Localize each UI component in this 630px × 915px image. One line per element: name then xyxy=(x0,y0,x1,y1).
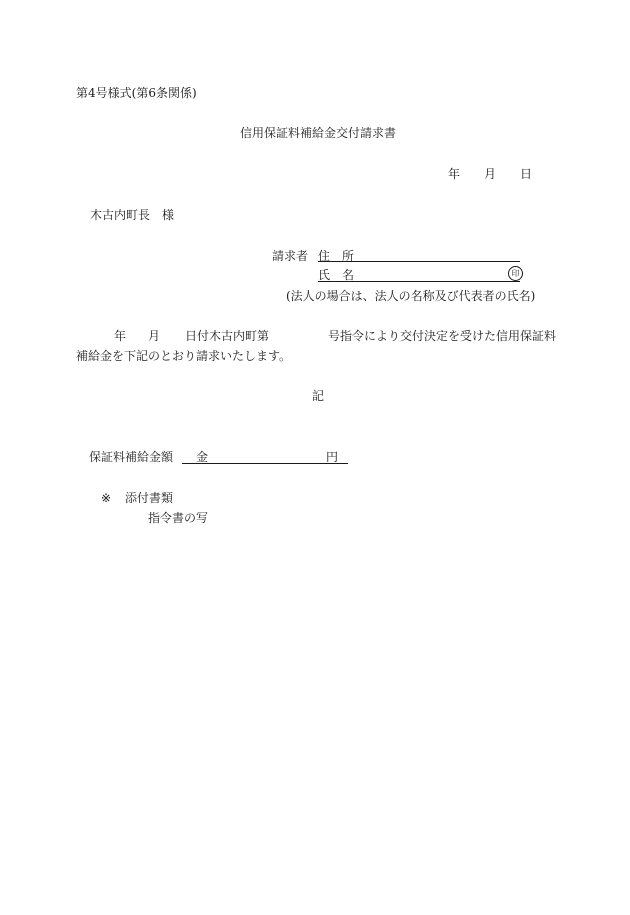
ki-marker: 記 xyxy=(312,389,325,403)
body-line1-rest: 号指令により交付決定を受けた信用保証料 xyxy=(328,329,557,343)
amount-label: 保証料補給金額 xyxy=(89,450,174,464)
address-label: 住 所 xyxy=(318,249,355,263)
document-title: 信用保証料補給金交付請求書 xyxy=(240,126,397,140)
form-number: 第4号様式(第6条関係) xyxy=(76,86,197,100)
name-underline xyxy=(318,281,520,282)
requester-label: 請求者 xyxy=(272,249,309,263)
date-day: 日 xyxy=(520,167,533,181)
attachment-item: 指令書の写 xyxy=(148,511,209,525)
addressee: 木古内町長 様 xyxy=(90,208,175,222)
body-line2: 補給金を下記のとおり請求いたします。 xyxy=(76,349,292,363)
corporation-note: (法人の場合は、法人の名称及び代表者の氏名) xyxy=(286,289,536,303)
body-date-ref: 日付木古内町第 xyxy=(185,329,270,343)
body-year: 年 xyxy=(114,329,127,343)
date-month: 月 xyxy=(484,167,497,181)
amount-prefix: 金 xyxy=(196,450,209,464)
date-year: 年 xyxy=(448,167,461,181)
name-label: 氏 名 xyxy=(318,268,355,282)
seal-icon: 印 xyxy=(508,266,523,281)
amount-underline xyxy=(182,463,348,464)
attachment-label: 添付書類 xyxy=(125,491,174,505)
address-underline xyxy=(318,261,520,262)
amount-suffix: 円 xyxy=(326,450,339,464)
body-month: 月 xyxy=(148,329,161,343)
attachment-mark: ※ xyxy=(101,491,112,505)
